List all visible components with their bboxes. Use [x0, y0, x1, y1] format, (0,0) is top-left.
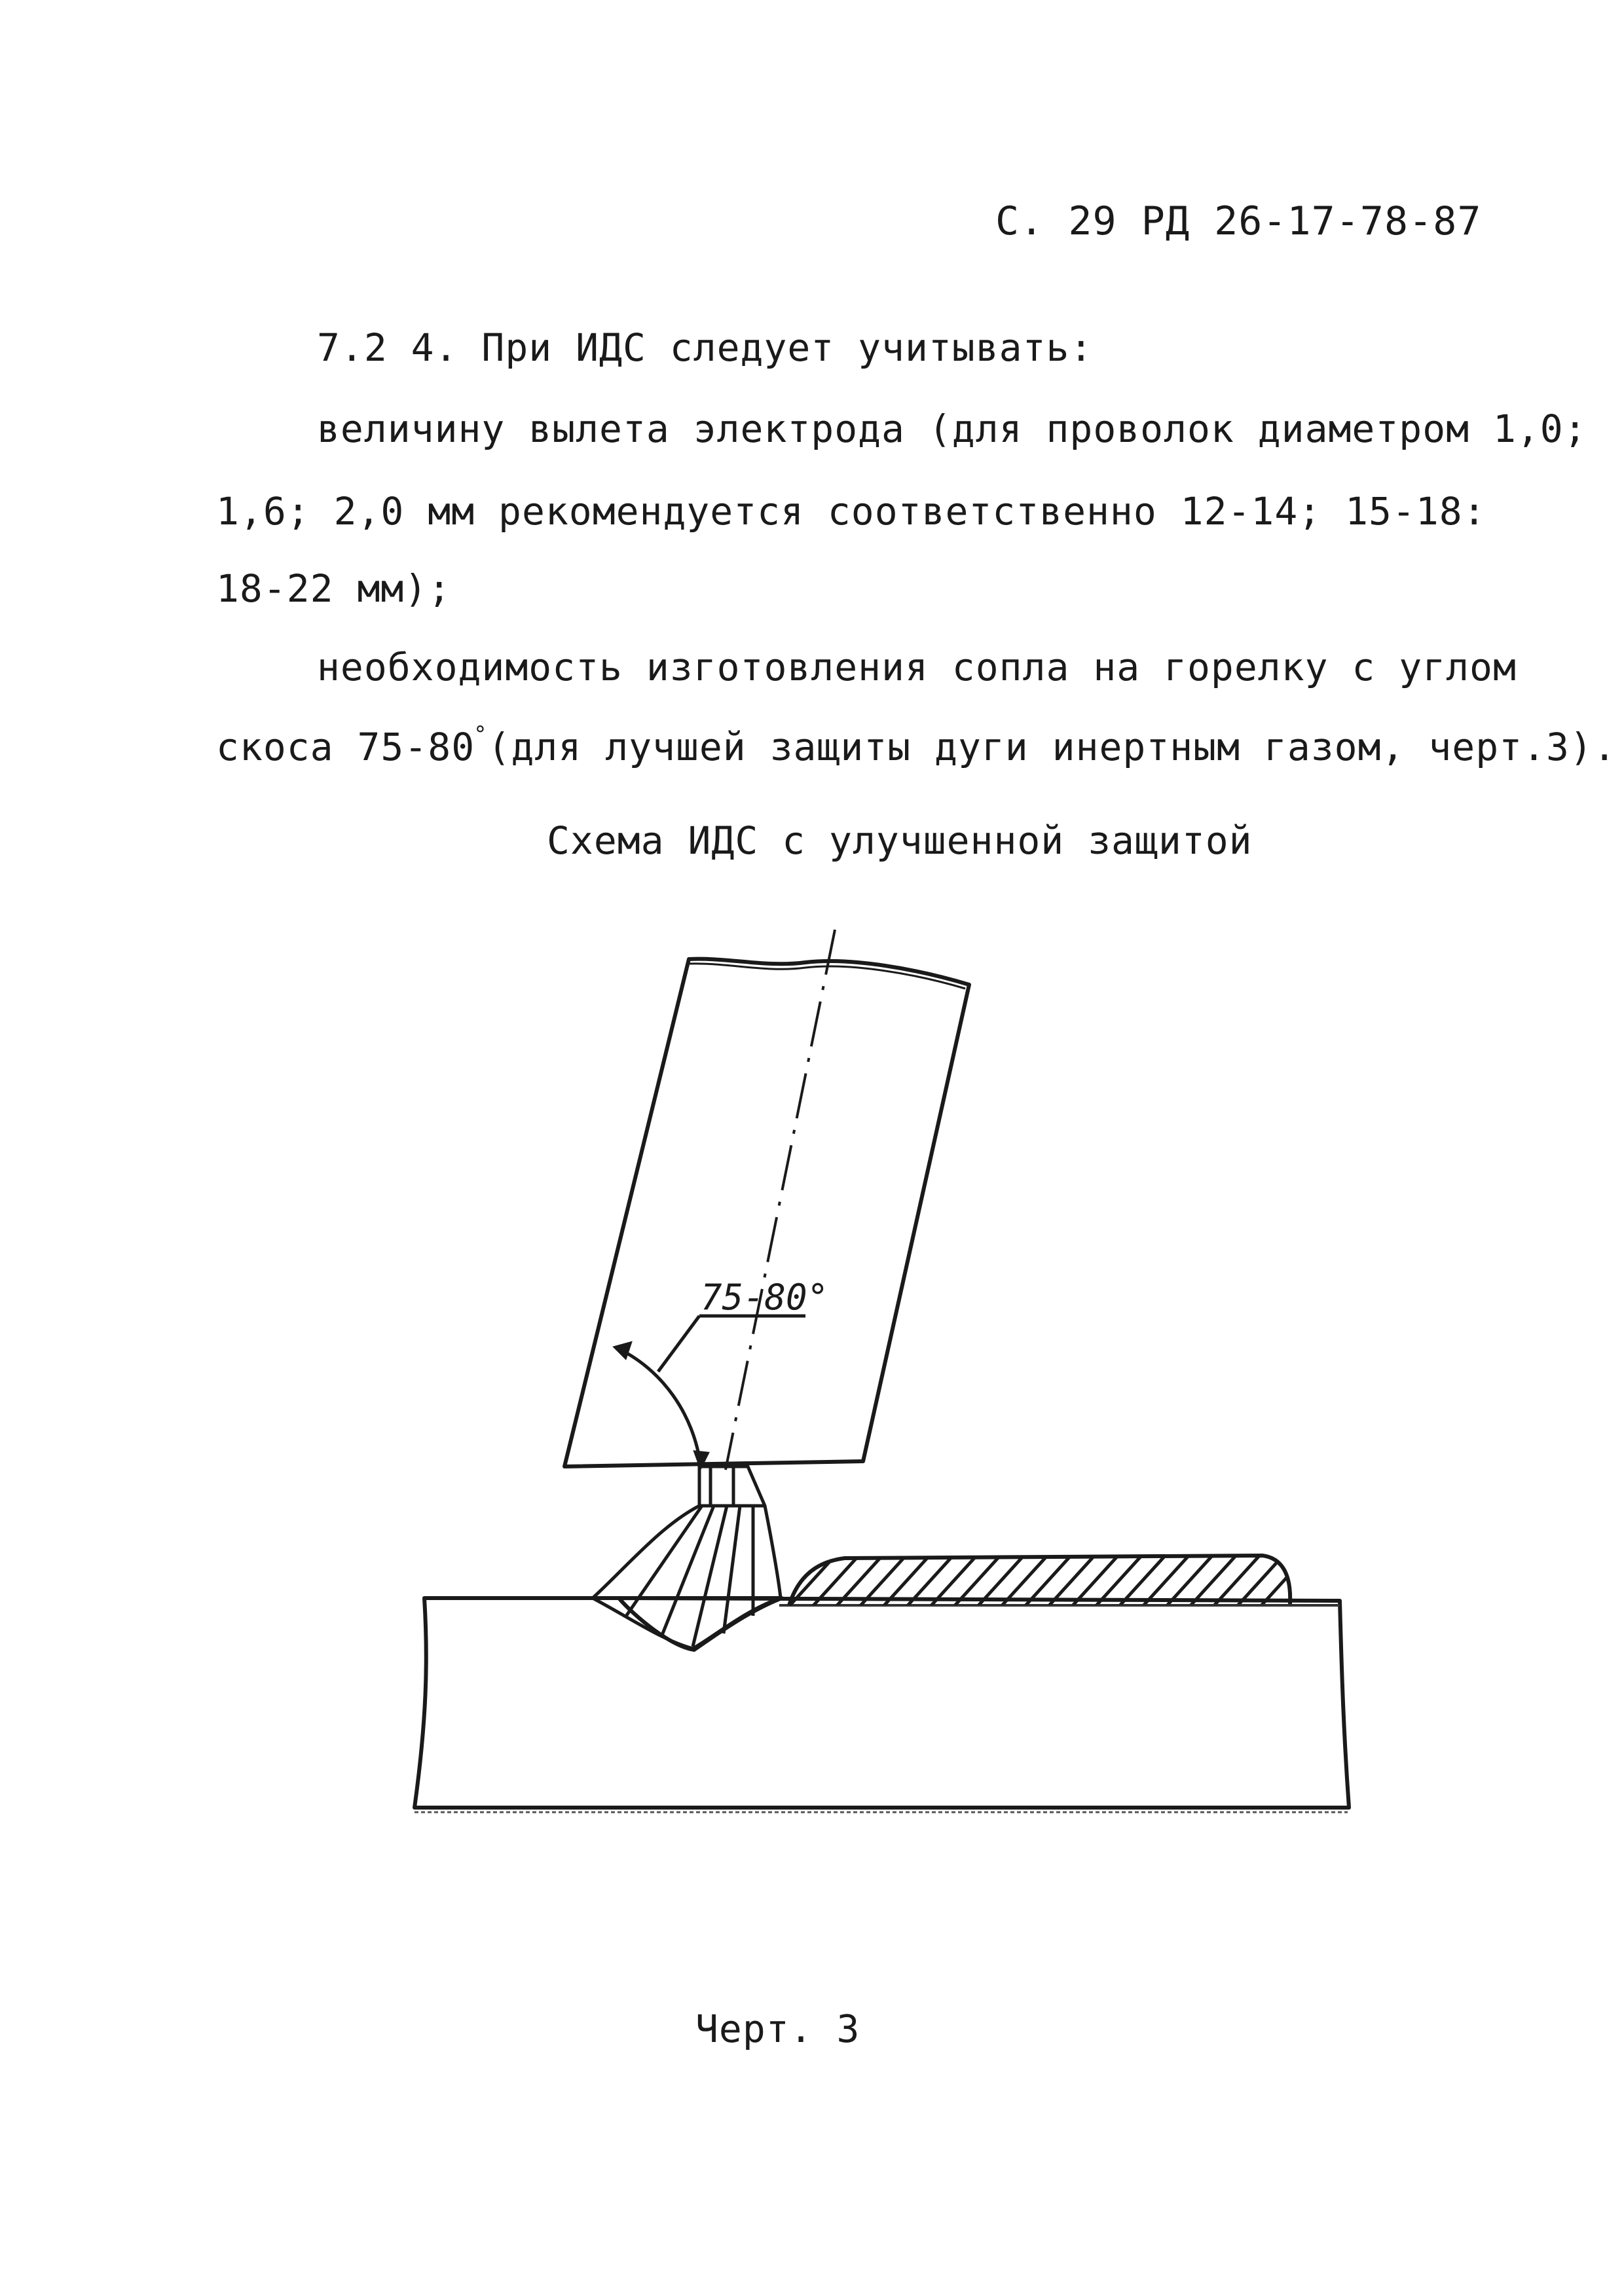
electrode-extension-line-2: 1,6; 2,0 мм рекомендуется соответственно 12-14; 15-18: [216, 489, 1486, 534]
figure-caption: Черт. 3 [695, 2007, 860, 2051]
page-header: С. 29 РД 26-17-78-87 [995, 198, 1482, 244]
nozzle-text-pre: скоса 75-80 [216, 725, 475, 769]
base-plate [415, 1598, 1349, 1808]
arc-gas-cone [593, 1467, 781, 1649]
nozzle-requirement-line-1: необходимость изготовления сопла на горелку с углом [317, 645, 1517, 689]
figure-title: Схема ИДС с улучшенной защитой [547, 818, 1253, 863]
angle-dimension [616, 1316, 805, 1467]
electrode-extension-line-3: 18-22 мм); [216, 566, 452, 611]
clause-heading: 7.2 4. При ИДС следует учитывать: [317, 325, 1094, 370]
electrode-extension-line-1: величину вылета электрода (для проволок диаметром 1,0; [317, 407, 1587, 451]
torch-axis-line [726, 930, 835, 1470]
nozzle-text-post: (для лучшей защиты дуги инертным газом, черт.3). [487, 725, 1617, 769]
torch-nozzle [564, 959, 969, 1467]
degree-sign: ° [473, 721, 488, 748]
angle-label: 75-80° [701, 1277, 829, 1318]
